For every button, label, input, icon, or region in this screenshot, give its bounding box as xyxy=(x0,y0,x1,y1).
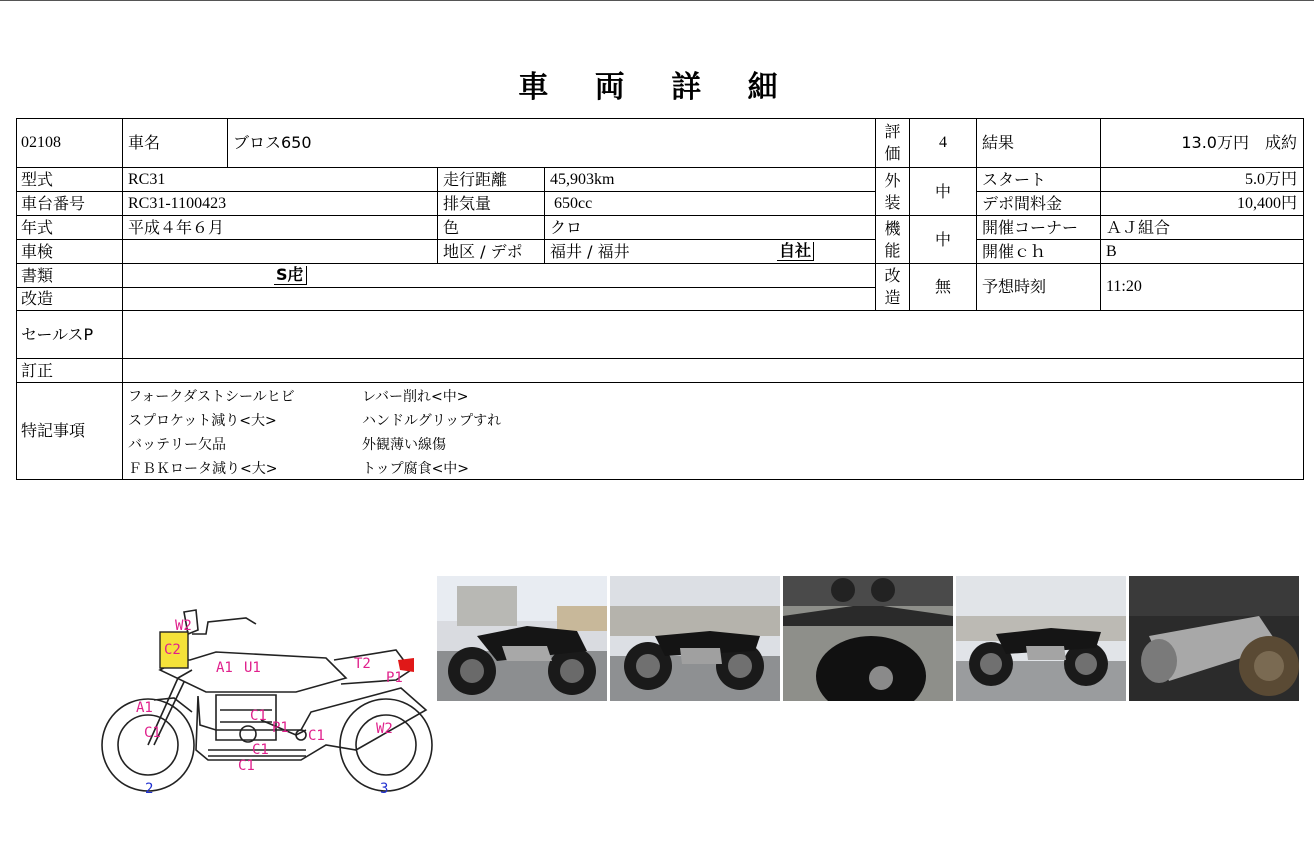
remark-item: トップ腐食<中> xyxy=(362,461,470,477)
correction-value xyxy=(123,359,1304,383)
photo-right-side-image xyxy=(956,576,1126,701)
damage-tag: T2 xyxy=(354,656,371,672)
in-house-badge: 自社 xyxy=(777,242,814,261)
modified-value: 無 xyxy=(910,264,977,311)
damage-tag: C1 xyxy=(252,742,269,758)
modification-value xyxy=(123,288,876,311)
mileage-label: 走行距離 xyxy=(438,168,545,192)
damage-tag: W2 xyxy=(376,721,393,737)
vehicle-detail-sheet xyxy=(16,118,1304,480)
area-depot-label: 地区 / デポ xyxy=(438,240,545,264)
name-label: 車名 xyxy=(123,118,228,168)
damage-tag: P1 xyxy=(272,720,289,736)
photo-front-left-image xyxy=(437,576,607,701)
modified-label-char-2: 造 xyxy=(884,288,901,307)
remarks-area xyxy=(123,383,1304,480)
damage-tag: C1 xyxy=(144,725,161,741)
sales-point-value xyxy=(123,311,1304,359)
page-title: 車 両 詳 細 xyxy=(518,70,796,105)
color-value: クロ xyxy=(545,216,876,240)
frame-number-label: 車台番号 xyxy=(16,192,123,216)
depot-fee-label: デポ間料金 xyxy=(977,192,1101,216)
function-label-char-1: 機 xyxy=(884,218,901,238)
start-label: スタート xyxy=(977,168,1101,192)
damage-tag: C1 xyxy=(308,728,325,744)
remarks-label: 特記事項 xyxy=(16,383,123,480)
channel-label: 開催ｃｈ xyxy=(977,240,1101,264)
color-label: 色 xyxy=(438,216,545,240)
damage-tag: U1 xyxy=(244,660,261,676)
photo-exhaust-image xyxy=(1129,576,1299,701)
eval-label-char-1: 評 xyxy=(884,121,901,141)
damage-tag: C1 xyxy=(238,758,255,774)
damage-diagram xyxy=(96,600,441,800)
tire-marks xyxy=(145,781,388,797)
lot-number: 02108 xyxy=(16,118,123,168)
area-depot-value xyxy=(545,240,876,264)
damage-tag: P1 xyxy=(386,670,403,686)
damage-tag: A1 xyxy=(136,700,153,716)
documents-value xyxy=(123,264,876,288)
remarks-column-1 xyxy=(128,385,295,480)
exterior-label xyxy=(876,168,910,216)
result-label: 結果 xyxy=(977,118,1101,168)
damage-tag: C2 xyxy=(164,642,181,658)
mileage-value: 45,903km xyxy=(545,168,876,192)
photo-exhaust[interactable] xyxy=(1129,576,1299,701)
function-label xyxy=(876,216,910,264)
remarks-column-2 xyxy=(362,385,501,480)
front-tire-mark: 2 xyxy=(145,781,154,797)
name-value: ブロス650 xyxy=(228,118,876,168)
modification-label: 改造 xyxy=(16,288,123,311)
displacement-label: 排気量 xyxy=(438,192,545,216)
photo-right-side[interactable] xyxy=(956,576,1126,701)
function-label-char-2: 能 xyxy=(884,240,901,260)
result-value: 13.0万円 成約 xyxy=(1101,118,1304,168)
expected-time-value: 11:20 xyxy=(1101,264,1304,311)
photo-handlebar-image xyxy=(783,576,953,701)
corner-value: ＡＪ組合 xyxy=(1101,216,1304,240)
year-label: 年式 xyxy=(16,216,123,240)
exterior-label-char-2: 装 xyxy=(884,192,901,212)
channel-value: B xyxy=(1101,240,1304,264)
inspection-label: 車検 xyxy=(16,240,123,264)
modified-label-char-1: 改 xyxy=(884,266,901,285)
depot-fee-value: 10,400円 xyxy=(1101,192,1304,216)
eval-value: 4 xyxy=(910,118,977,168)
photo-handlebar[interactable] xyxy=(783,576,953,701)
photo-left-side-image xyxy=(610,576,780,701)
model-value: RC31 xyxy=(123,168,438,192)
start-value: 5.0万円 xyxy=(1101,168,1304,192)
model-label: 型式 xyxy=(16,168,123,192)
rear-tire-mark: 3 xyxy=(380,781,389,797)
eval-label-char-2: 価 xyxy=(884,143,901,163)
exterior-label-char-1: 外 xyxy=(884,170,901,190)
area-depot-text: 福井 / 福井 xyxy=(550,241,630,261)
inspection-value xyxy=(123,240,438,264)
remark-item: バッテリー欠品 xyxy=(128,437,226,453)
top-border-line xyxy=(0,0,1314,1)
damage-tag: A1 xyxy=(216,660,233,676)
eval-label xyxy=(876,118,910,168)
year-value: 平成４年６月 xyxy=(123,216,438,240)
expected-time-label: 予想時刻 xyxy=(977,264,1101,311)
exterior-value: 中 xyxy=(910,168,977,216)
damage-tag: W2 xyxy=(175,618,192,634)
corner-label: 開催コーナー xyxy=(977,216,1101,240)
frame-number-value: RC31-1100423 xyxy=(123,192,438,216)
modified-label xyxy=(876,264,910,311)
documents-label: 書類 xyxy=(16,264,123,288)
displacement-value: 650cc xyxy=(545,192,876,216)
function-value: 中 xyxy=(910,216,977,264)
remark-item: ハンドルグリップすれ xyxy=(362,413,502,429)
remark-item: スプロケット減り<大> xyxy=(128,413,277,429)
remark-item: フォークダストシールヒビ xyxy=(128,389,295,405)
remark-item: ＦＢＫロータ減り<大> xyxy=(128,461,278,477)
sales-point-label: セールスP xyxy=(16,311,123,359)
damage-tag: C1 xyxy=(250,708,267,724)
remark-item: 外観薄い線傷 xyxy=(362,437,446,453)
photo-front-left[interactable] xyxy=(437,576,607,701)
correction-label: 訂正 xyxy=(16,359,123,383)
documents-badge: S⾌ xyxy=(274,266,307,285)
photo-left-side[interactable] xyxy=(610,576,780,701)
remark-item: レバー削れ<中> xyxy=(362,389,469,405)
